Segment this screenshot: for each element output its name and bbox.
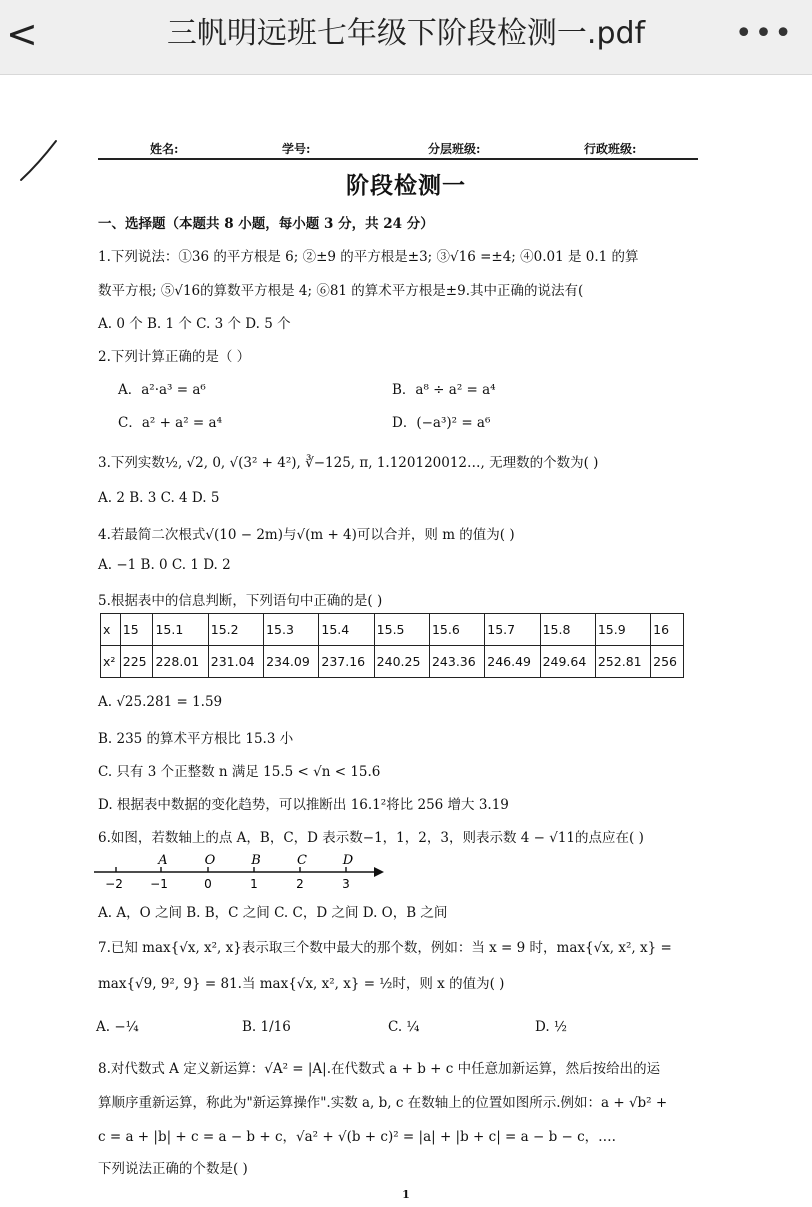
table-cell: 252.81 [595, 646, 650, 678]
table-cell: 246.49 [485, 646, 540, 678]
q8-line1: 8.对代数式 A 定义新运算：√A² = |A|.在代数式 a + b + c 中任意加新运算，然后按给出的运 [98, 1061, 661, 1077]
q1-line1: 1.下列说法：①36 的平方根是 6; ②±9 的平方根是±3; ③√16 =±4; ④0.01 是 0.1 的算 [98, 249, 639, 265]
table-cell: 15.3 [264, 614, 319, 646]
table-cell: 228.01 [153, 646, 208, 678]
table-cell: 256 [651, 646, 684, 678]
table-cell: 249.64 [540, 646, 595, 678]
back-button[interactable]: < [6, 12, 38, 56]
table-cell: 15.4 [319, 614, 374, 646]
tick-label: 2 [296, 877, 304, 891]
q2-option-b: B．a⁸ ÷ a² = a⁴ [392, 382, 496, 398]
table-cell: 234.09 [264, 646, 319, 678]
point-label: A [158, 853, 168, 868]
table-cell: 15.5 [374, 614, 429, 646]
q8-line3: c = a + |b| + c = a − b + c，√a² + √(b + c)² = |a| + |b + c| = a − b − c，…. [98, 1129, 616, 1145]
q8-line2: 算顺序重新运算，称此为"新运算操作".实数 a, b, c 在数轴上的位置如图所示.例如：a + √b² + [98, 1095, 668, 1111]
table-cell: 15.2 [208, 614, 263, 646]
tick-label: −1 [150, 877, 168, 891]
q7-line2: max{√9, 9², 9} = 81.当 max{√x, x², x} = ½时，则 x 的值为( ) [98, 976, 505, 992]
app-bar [0, 0, 812, 75]
table-cell: 240.25 [374, 646, 429, 678]
table-cell: 15 [120, 614, 153, 646]
tick-label: 0 [204, 877, 212, 891]
point-label: B [251, 853, 261, 868]
q6-stem: 6.如图，若数轴上的点 A，B，C，D 表示数−1，1，2，3，则表示数 4 − √11的点应在( ) [98, 830, 644, 846]
q7-option-b: B. 1/16 [242, 1019, 291, 1035]
table-row [101, 646, 684, 678]
point-label: O [204, 853, 216, 868]
tick-label: 3 [342, 877, 350, 891]
table-cell: 225 [120, 646, 153, 678]
header-rule [98, 158, 698, 160]
q5-option-c: C. 只有 3 个正整数 n 满足 15.5 < √n < 15.6 [98, 764, 381, 780]
level-class-label: 分层班级: [428, 142, 481, 156]
tick-label: −2 [105, 877, 123, 891]
q4-stem: 4.若最简二次根式√(10 − 2m)与√(m + 4)可以合并，则 m 的值为( ) [98, 527, 515, 543]
tick-label: 1 [250, 877, 258, 891]
number-line-diagram [92, 850, 392, 894]
table-row [101, 614, 684, 646]
q2-option-c: C．a² + a² = a⁴ [118, 415, 222, 431]
q1-line2: 数平方根; ⑤√16的算数平方根是 4; ⑥81 的算术平方根是±9.其中正确的说法有( [98, 283, 584, 299]
table-cell: 16 [651, 614, 684, 646]
table-cell: 243.36 [429, 646, 484, 678]
more-options-button[interactable]: ••• [734, 16, 794, 51]
q5-table [100, 613, 684, 678]
q8-line4: 下列说法正确的个数是( ) [98, 1161, 248, 1177]
q3-stem: 3.下列实数½, √2, 0, √(3² + 4²), ∛−125, π, 1.120120012…, 无理数的个数为( ) [98, 455, 599, 471]
point-label: D [342, 853, 354, 868]
q5-option-a: A. √25.281 = 1.59 [98, 694, 223, 710]
q7-line1: 7.已知 max{√x, x², x}表示取三个数中最大的那个数，例如：当 x = 9 时，max{√x, x², x} = [98, 940, 672, 956]
table-cell: 237.16 [319, 646, 374, 678]
q6-options: A. A，O 之间 B. B，C 之间 C. C，D 之间 D. O，B 之间 [98, 905, 448, 921]
table-cell: 15.6 [429, 614, 484, 646]
table-cell: 15.1 [153, 614, 208, 646]
table-cell: 15.8 [540, 614, 595, 646]
name-label: 姓名: [150, 142, 179, 156]
q7-option-a: A. −¼ [96, 1019, 139, 1035]
q2-option-d: D．(−a³)² = a⁶ [392, 415, 491, 431]
page-number: 1 [402, 1188, 410, 1201]
q7-option-c: C. ¼ [388, 1019, 420, 1035]
q2-stem: 2.下列计算正确的是（ ） [98, 349, 251, 365]
student-id-label: 学号: [282, 142, 311, 156]
q7-option-d: D. ½ [535, 1019, 568, 1035]
exam-title: 阶段检测一 [346, 172, 466, 199]
q2-option-a: A．a²·a³ = a⁶ [118, 382, 206, 398]
section-heading: 一、选择题（本题共 8 小题，每小题 3 分，共 24 分） [98, 216, 434, 232]
document-title: 三帆明远班七年级下阶段检测一.pdf [166, 16, 646, 51]
table-cell: 15.9 [595, 614, 650, 646]
q5-stem: 5.根据表中的信息判断，下列语句中正确的是( ) [98, 593, 383, 609]
table-cell: x² [101, 646, 121, 678]
q1-options: A. 0 个 B. 1 个 C. 3 个 D. 5 个 [98, 316, 291, 332]
point-label: C [297, 853, 307, 868]
q5-option-d: D. 根据表中数据的变化趋势，可以推断出 16.1²将比 256 增大 3.19 [98, 797, 509, 813]
q4-options: A. −1 B. 0 C. 1 D. 2 [98, 557, 231, 573]
table-cell: 231.04 [208, 646, 263, 678]
admin-class-label: 行政班级: [584, 142, 637, 156]
q5-option-b: B. 235 的算术平方根比 15.3 小 [98, 731, 294, 747]
table-cell: 15.7 [485, 614, 540, 646]
table-cell: x [101, 614, 121, 646]
q3-options: A. 2 B. 3 C. 4 D. 5 [98, 490, 220, 506]
